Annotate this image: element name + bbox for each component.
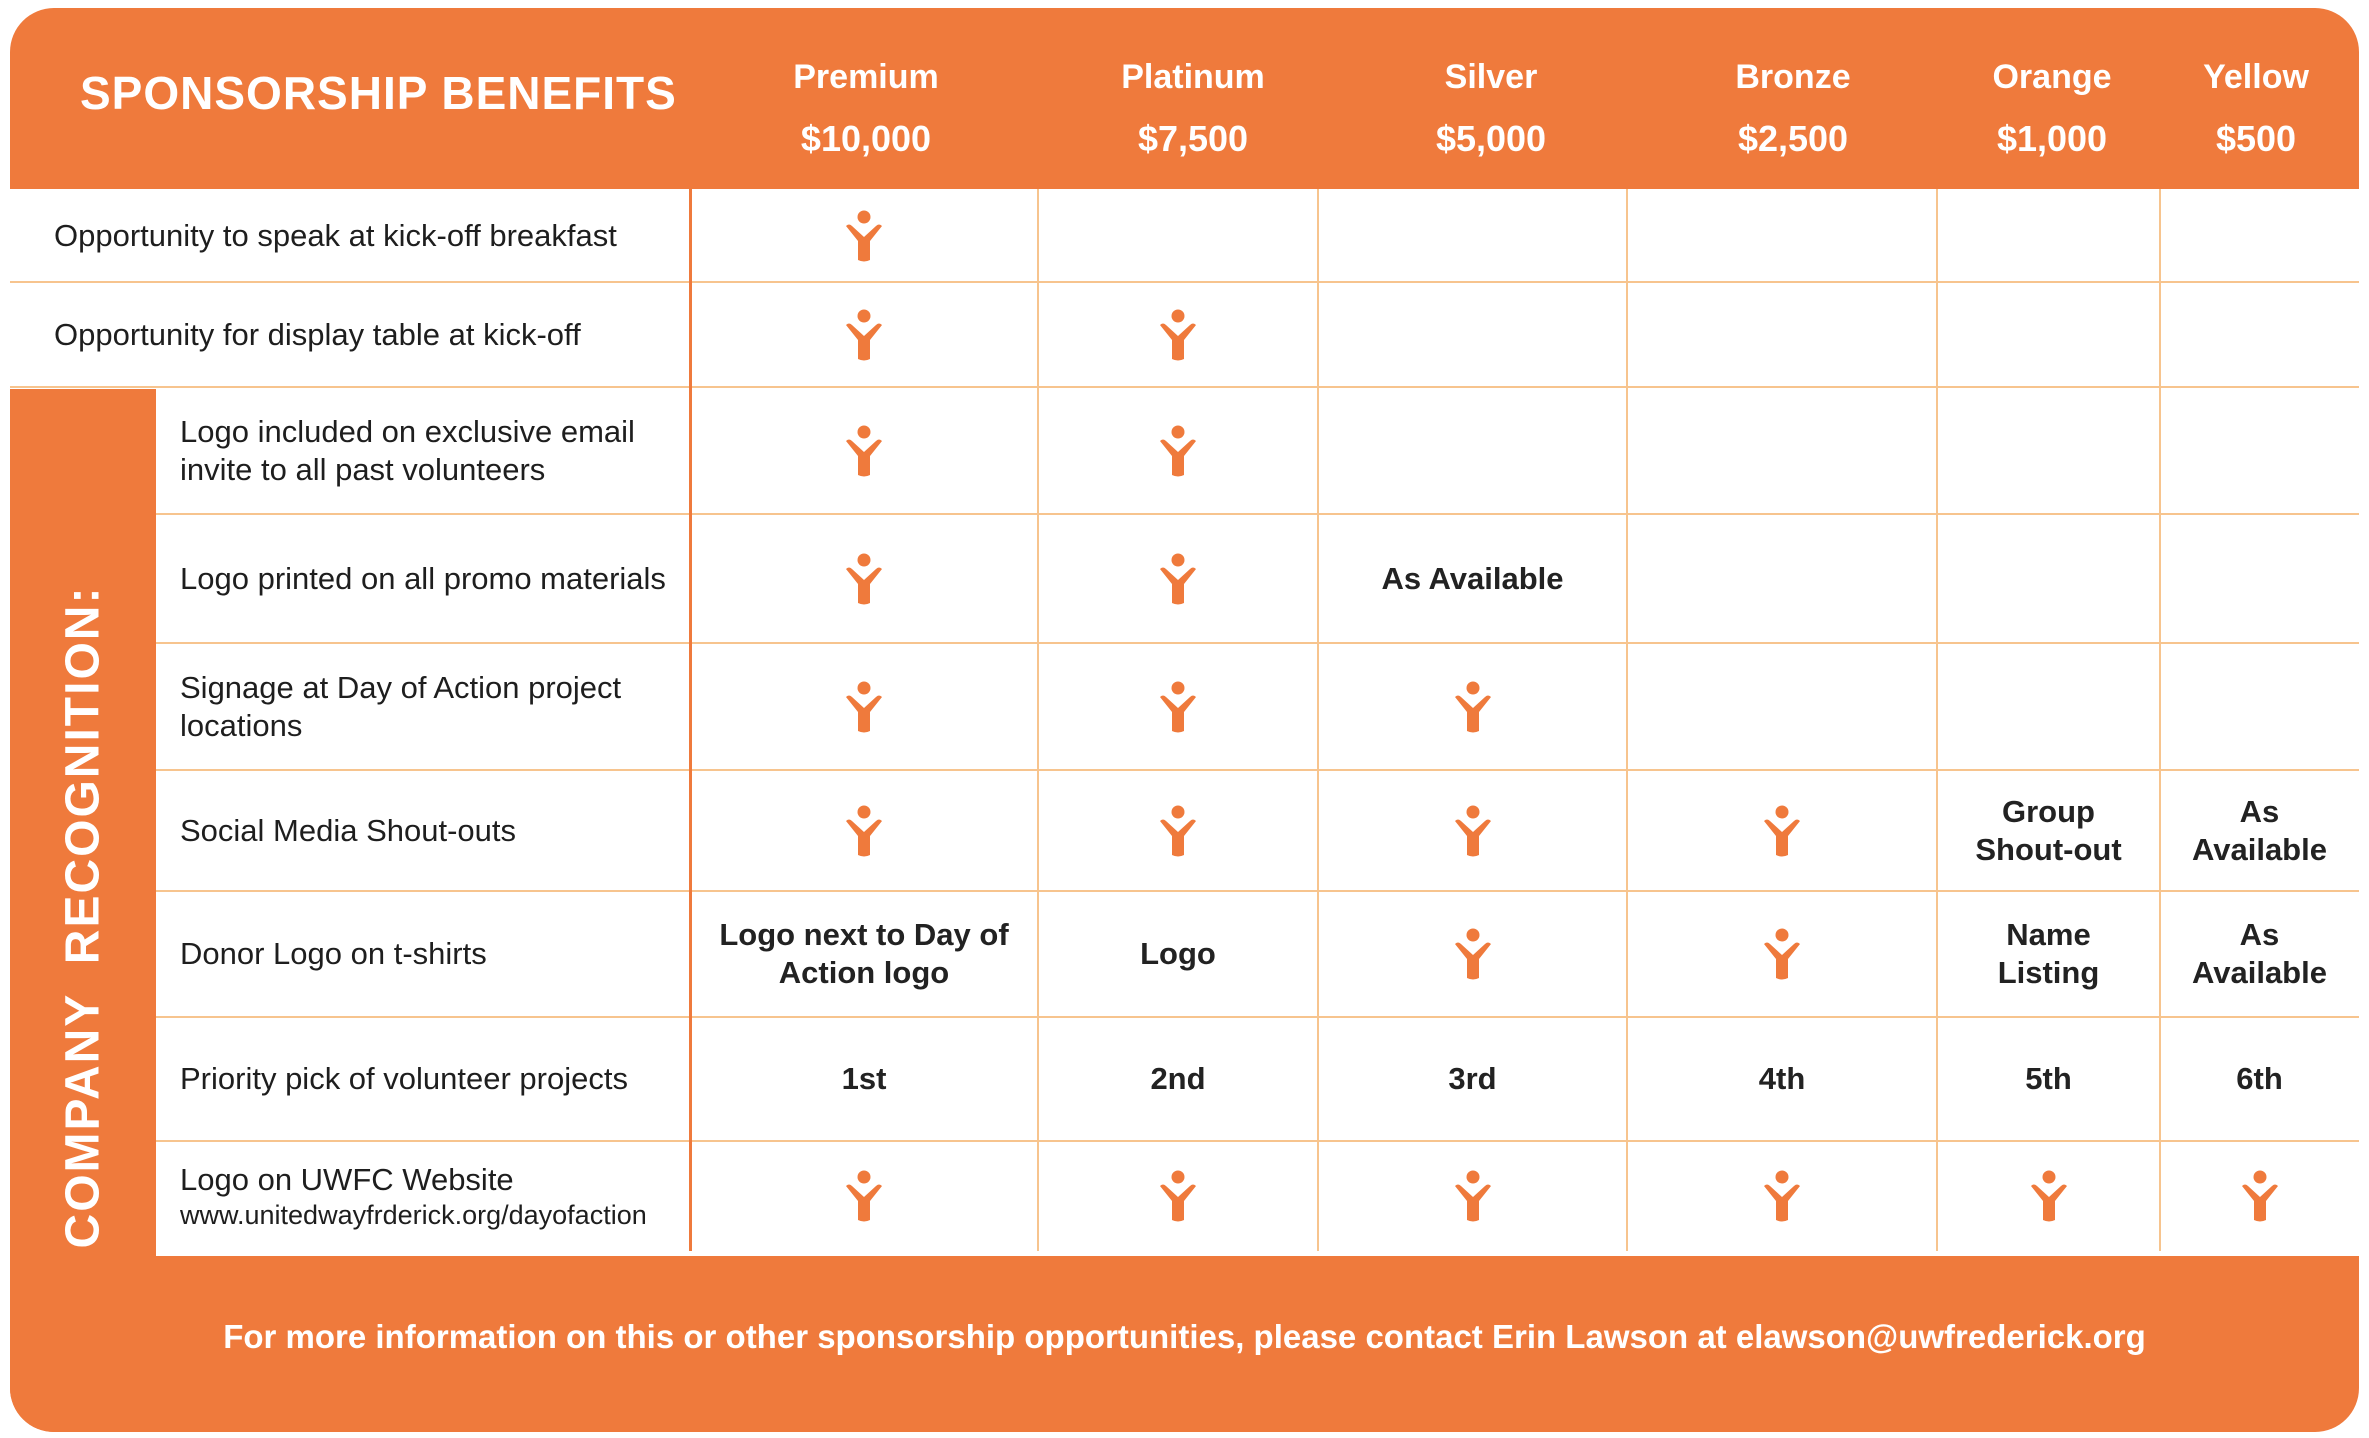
benefit-text: 4th <box>1758 1061 1806 1096</box>
feature-text: Opportunity for display table at kick-off <box>54 316 581 352</box>
empty-cell <box>1627 387 1937 514</box>
volunteer-person-icon <box>1318 770 1627 891</box>
tier-price: $10,000 <box>800 118 932 159</box>
volunteer-person-icon <box>1627 1141 1937 1251</box>
tier-name: Yellow <box>2203 58 2309 96</box>
feature-text: Logo printed on all promo materials <box>180 560 666 596</box>
volunteer-person-icon <box>690 514 1038 643</box>
tier-price: $1,000 <box>1996 118 2108 159</box>
feature-label <box>180 1017 670 1141</box>
benefit-cell-text <box>1318 1017 1627 1141</box>
volunteer-person-icon <box>1318 1141 1627 1251</box>
tier-name: Orange <box>1992 58 2112 96</box>
benefit-cell-text <box>1627 1017 1937 1141</box>
benefit-text: 6th <box>2236 1061 2283 1096</box>
volunteer-person-icon <box>690 643 1038 770</box>
volunteer-person-icon <box>690 387 1038 514</box>
contact-footer: For more information on this or other sponsorship opportunities, please contact Erin Lawson at elawson@uwfrederick.org <box>223 1318 2146 1355</box>
volunteer-person-icon <box>1318 643 1627 770</box>
benefit-text: Name Listing <box>1997 917 2100 990</box>
benefit-cell-text <box>2160 770 2359 891</box>
empty-cell <box>2160 282 2359 387</box>
benefit-cell-text <box>1318 514 1627 643</box>
tier-silver <box>1436 54 1546 162</box>
feature-text: Logo included on exclusive email invite to all past volunteers <box>180 413 635 487</box>
benefit-cell-text <box>2160 1017 2359 1141</box>
tier-price: $5,000 <box>1435 118 1547 159</box>
tier-orange <box>1992 54 2111 162</box>
empty-cell <box>1937 387 2160 514</box>
benefit-text: 3rd <box>1448 1061 1497 1096</box>
tier-name: Premium <box>793 58 939 96</box>
feature-label <box>180 387 670 514</box>
benefit-text: Logo next to Day of Action logo <box>719 917 1009 990</box>
tier-premium <box>793 54 939 162</box>
page-title: SPONSORSHIP BENEFITS <box>80 67 677 119</box>
benefit-text: As Available <box>2192 917 2327 990</box>
benefit-text: 1st <box>841 1061 887 1096</box>
feature-text: Social Media Shout-outs <box>180 812 517 848</box>
feature-text: Donor Logo on t-shirts <box>180 936 487 971</box>
volunteer-person-icon <box>1038 514 1318 643</box>
empty-cell <box>1318 189 1627 282</box>
volunteer-person-icon <box>1627 891 1937 1017</box>
feature-label <box>54 189 670 282</box>
tier-bronze <box>1735 54 1850 162</box>
sponsorship-card <box>10 8 2359 1432</box>
benefit-text: As Available <box>2192 793 2327 867</box>
volunteer-person-icon <box>1038 1141 1318 1251</box>
benefit-cell-text <box>2160 891 2359 1017</box>
volunteer-person-icon <box>1038 387 1318 514</box>
volunteer-person-icon <box>1038 770 1318 891</box>
tier-name: Platinum <box>1121 58 1265 96</box>
empty-cell <box>1627 514 1937 643</box>
feature-text: Opportunity to speak at kick-off breakfast <box>54 217 617 253</box>
empty-cell <box>1627 643 1937 770</box>
empty-cell <box>2160 514 2359 643</box>
empty-cell <box>2160 387 2359 514</box>
tier-name: Bronze <box>1735 58 1851 96</box>
empty-cell <box>2160 643 2359 770</box>
benefit-cell-text <box>1937 891 2160 1017</box>
volunteer-person-icon <box>1038 282 1318 387</box>
tier-yellow <box>2203 54 2309 162</box>
company-recognition-label: COMPANY RECOGNITION: <box>56 585 110 1249</box>
volunteer-person-icon <box>690 1141 1038 1251</box>
benefit-text: Group Shout-out <box>1975 793 2122 867</box>
feature-text: Signage at Day of Action project locations <box>180 669 622 743</box>
benefit-text: As Available <box>1381 560 1564 596</box>
empty-cell <box>1937 643 2160 770</box>
benefit-cell-text <box>1937 770 2160 891</box>
benefit-text: 2nd <box>1150 1061 1206 1096</box>
volunteer-person-icon <box>1038 643 1318 770</box>
empty-cell <box>1627 189 1937 282</box>
benefit-cell-text <box>690 1017 1038 1141</box>
feature-text: Logo on UWFC Website <box>180 1162 514 1197</box>
empty-cell <box>1038 189 1318 282</box>
feature-label <box>180 1141 670 1251</box>
tier-platinum <box>1121 54 1265 162</box>
benefit-cell-text <box>690 891 1038 1017</box>
feature-label <box>180 643 670 770</box>
empty-cell <box>2160 189 2359 282</box>
feature-label <box>180 891 670 1017</box>
benefit-cell-text <box>1038 1017 1318 1141</box>
feature-text: Priority pick of volunteer projects <box>180 1061 628 1096</box>
tier-price: $2,500 <box>1737 118 1849 159</box>
empty-cell <box>1318 387 1627 514</box>
volunteer-person-icon <box>2160 1141 2359 1251</box>
tier-price: $500 <box>2215 118 2297 159</box>
volunteer-person-icon <box>690 189 1038 282</box>
benefit-cell-text <box>1038 891 1318 1017</box>
feature-label <box>180 770 670 891</box>
empty-cell <box>1937 282 2160 387</box>
empty-cell <box>1937 189 2160 282</box>
feature-label <box>180 514 670 643</box>
volunteer-person-icon <box>1937 1141 2160 1251</box>
volunteer-person-icon <box>690 770 1038 891</box>
volunteer-person-icon <box>1318 891 1627 1017</box>
tier-name: Silver <box>1444 58 1538 96</box>
benefit-text: 5th <box>2025 1061 2072 1096</box>
tier-price: $7,500 <box>1137 118 1249 159</box>
feature-label <box>54 282 670 387</box>
empty-cell <box>1627 282 1937 387</box>
benefit-cell-text <box>1937 1017 2160 1141</box>
benefit-text: Logo <box>1140 936 1216 971</box>
feature-subtext: www.unitedwayfrderick.org/dayofaction <box>180 1200 647 1230</box>
volunteer-person-icon <box>1627 770 1937 891</box>
empty-cell <box>1937 514 2160 643</box>
volunteer-person-icon <box>690 282 1038 387</box>
empty-cell <box>1318 282 1627 387</box>
